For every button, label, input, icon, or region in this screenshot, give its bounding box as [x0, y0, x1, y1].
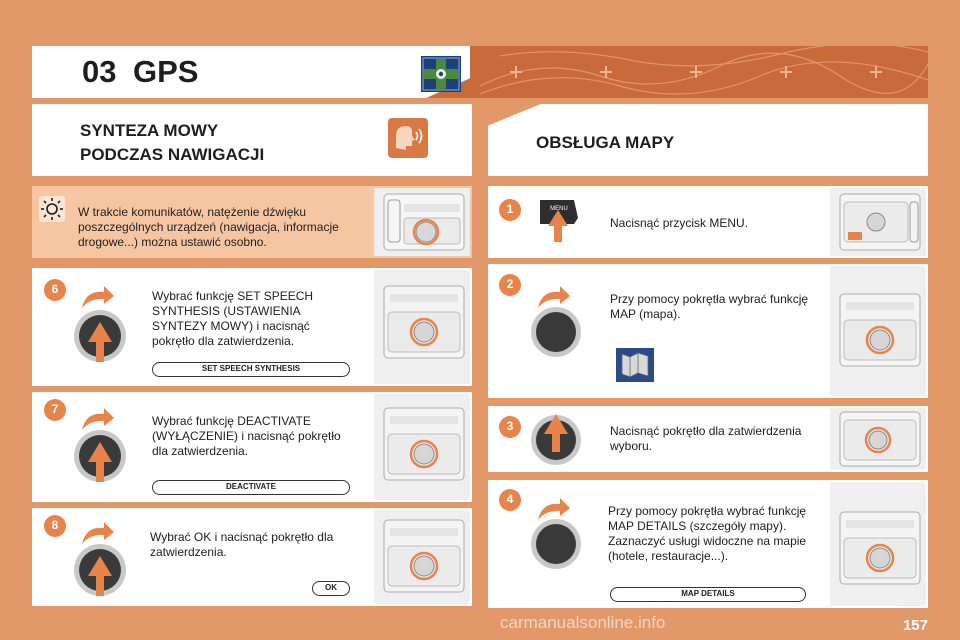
rotary-knob-icon — [72, 428, 128, 484]
info-tip-icon — [39, 196, 65, 222]
map-icon — [616, 348, 654, 382]
left-section-title-line1: SYNTEZA MOWY — [80, 121, 219, 140]
radio-panel-illustration — [382, 518, 466, 594]
step-3-text: Nacisnąć pokrętło dla zatwierdzenia wyboru. — [610, 424, 802, 453]
step-number-6: 6 — [51, 282, 59, 296]
step-number-4: 4 — [506, 492, 514, 506]
step-6-text: Wybrać funkcję SET SPEECH SYNTHESIS (USTAWIENIA SYNTEZY MOWY) i nacisnąć pokrętło dla zatwierdzenia. — [152, 289, 314, 348]
rotary-knob-icon — [530, 518, 582, 570]
rotary-knob-icon — [72, 542, 128, 598]
step-number-8: 8 — [51, 518, 59, 532]
step-number-1: 1 — [506, 202, 514, 216]
radio-panel-illustration — [382, 284, 466, 360]
step-number-3: 3 — [506, 419, 514, 433]
page-number: 157 — [902, 617, 928, 634]
step-4-text: Przy pomocy pokrętła wybrać funkcję MAP DETAILS (szczegóły mapy). Zaznaczyć usługi widoczne na mapie (hotele, restauracje...). — [608, 504, 807, 563]
rotary-knob-icon — [530, 412, 582, 466]
right-section-title: OBSŁUGA MAPY — [536, 133, 675, 152]
rotate-arrow-icon — [80, 282, 116, 310]
gps-crossroad-icon — [421, 56, 461, 92]
chapter-number: 03 — [82, 54, 117, 89]
rotary-knob-icon — [530, 306, 582, 358]
page-title: GPS — [133, 54, 199, 89]
step-8-text: Wybrać OK i nacisnąć pokrętło dla zatwierdzenia. — [150, 530, 334, 559]
watermark: carmanualsonline.info — [500, 613, 666, 632]
set-speech-synthesis-label: SET SPEECH SYNTHESIS — [152, 362, 350, 377]
left-section-title-line2: PODCZAS NAWIGACJI — [80, 145, 265, 164]
radio-panel-illustration — [382, 406, 466, 482]
step-number-7: 7 — [51, 402, 59, 416]
radio-panel-illustration — [838, 510, 922, 586]
intro-text: W trakcie komunikatów, natężenie dźwięku poszczególnych urządzeń (nawigacja, informacje drogowe...) można ustawić osobno. — [78, 205, 339, 249]
step-number-2: 2 — [506, 277, 514, 291]
step-1-text: Nacisnąć przycisk MENU. — [610, 216, 749, 230]
topographic-pattern — [480, 46, 928, 98]
menu-button-label: MENU — [550, 206, 568, 212]
radio-panel-illustration — [838, 410, 922, 468]
radio-panel-illustration — [838, 192, 922, 252]
radio-panel-illustration — [382, 192, 466, 252]
map-details-label: MAP DETAILS — [610, 587, 806, 602]
menu-button-icon — [534, 196, 580, 244]
radio-panel-illustration — [838, 292, 922, 368]
step-2-text: Przy pomocy pokrętła wybrać funkcję MAP (mapa). — [610, 292, 809, 321]
voice-synthesis-icon — [388, 118, 428, 158]
deactivate-label: DEACTIVATE — [152, 480, 350, 495]
step-7-text: Wybrać funkcję DEACTIVATE (WYŁĄCZENIE) i nacisnąć pokrętło dla zatwierdzenia. — [152, 414, 341, 458]
ok-label: OK — [312, 581, 350, 596]
rotary-knob-icon — [72, 308, 128, 364]
